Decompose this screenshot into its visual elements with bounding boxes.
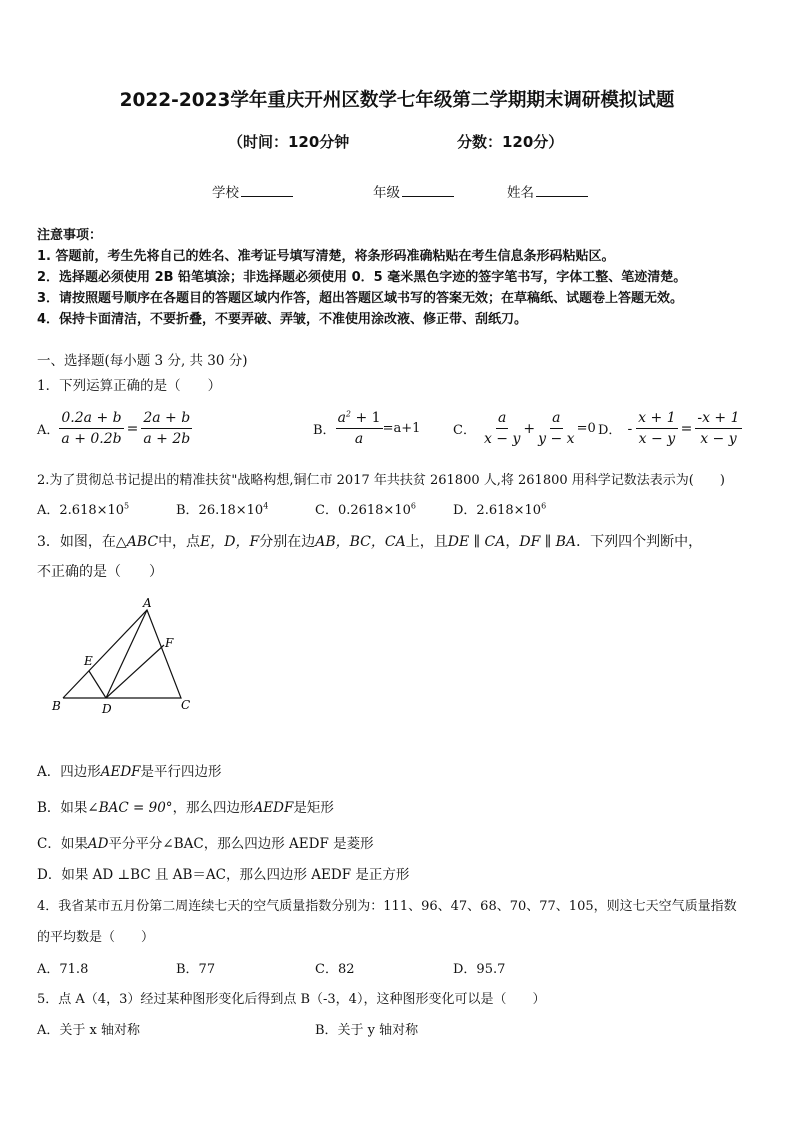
grade-field [373, 181, 454, 201]
school-field [212, 181, 293, 201]
q4-option-d: D．95.7 [453, 962, 506, 977]
q1-a-fraction-left: $\frac{0.2a + b}{a + 0.2b}$ [61, 410, 122, 448]
label-c: C [181, 698, 191, 712]
q1-option-a [37, 410, 192, 447]
q3-stem-line1: 3．如图，在△ABC中，点E，D，F分别在边AB，BC，CA上，且DE ∥ CA，DF ∥ BA．下列四个判断中， [37, 534, 703, 550]
q1-c-fraction-right: $\frac{a}{y - x}$ [538, 410, 575, 448]
notes-item-2: 2．选择题必须使用 2B 铅笔填涂；非选择题必须使用 0．5 毫米黑色字迹的签字笔书写，字体工整、笔迹清楚。 [37, 270, 687, 285]
q1-b-fraction: $\frac{a^2 + 1}{a}$ [337, 409, 381, 448]
q1-d-fraction-right: $\frac{-x + 1}{x - y}$ [697, 410, 740, 448]
name-field [507, 181, 588, 201]
school-label: 学校 [212, 185, 239, 201]
notes-item-4: 4．保持卡面清洁，不要折叠，不要弄破、弄皱，不准使用涂改液、修正带、刮纸刀。 [37, 312, 528, 327]
q1-d-minus: - [627, 420, 633, 437]
exam-title: 2022-2023学年重庆开州区数学七年级第二学期期末调研模拟试题 [119, 90, 675, 111]
q5-option-a: A．关于 x 轴对称 [37, 1023, 140, 1038]
name-label: 姓名 [507, 185, 534, 201]
grade-blank [402, 184, 454, 197]
q1-c-fraction-left: $\frac{a}{x - y}$ [483, 410, 521, 448]
triangle-abc [63, 610, 181, 698]
grade-label: 年级 [373, 185, 400, 201]
q3-triangle-figure [40, 595, 210, 720]
q2-option-c: C．$0.2618\times 10^6$ [315, 501, 416, 518]
q3-option-d: D．如果 AD ⊥BC 且 AB＝AC，那么四边形 AEDF 是正方形 [37, 867, 410, 883]
q1-c-plus: + [523, 420, 536, 437]
q4-option-c: C．82 [315, 962, 355, 977]
q3-option-c: C．如果AD平分平分∠BAC，那么四边形 AEDF 是菱形 [37, 836, 374, 852]
notes-item-3: 3．请按照题号顺序在各题目的答题区域内作答，超出答题区域书写的答案无效；在草稿纸、试题卷上答题无效。 [37, 291, 684, 306]
q4-stem-line1: 4．我省某市五月份第二周连续七天的空气质量指数分别为：111、96、47、68、70、77、105，则这七天空气质量指数 [37, 899, 737, 914]
q4-option-a: A．71.8 [37, 962, 89, 977]
q1-option-b [313, 410, 420, 447]
q1-option-c [453, 410, 596, 447]
q1-b-rhs: =a+1 [382, 421, 421, 437]
q5-stem: 5．点 A（4，3）经过某种图形变化后得到点 B（-3，4），这种图形变化可以是（ ） [37, 992, 546, 1007]
label-a: A [143, 596, 152, 610]
q1-option-d [598, 410, 742, 447]
q2-option-a: A．$2.618\times 10^5$ [37, 501, 130, 518]
notes-heading: 注意事项： [37, 228, 103, 243]
q1-d-label: D． [598, 423, 622, 439]
label-d: D [102, 702, 112, 716]
q1-d-fraction-left: $\frac{x + 1}{x - y}$ [638, 410, 676, 448]
q5-option-b: B．关于 y 轴对称 [315, 1023, 419, 1038]
q1-stem: 1．下列运算正确的是（ ） [37, 378, 222, 394]
label-b: B [52, 699, 61, 713]
q3-option-b: B．如果∠BAC = 90°，那么四边形AEDF是矩形 [37, 800, 334, 816]
q1-c-rhs: =0 [576, 421, 596, 437]
q4-stem-line2: 的平均数是（ ） [37, 930, 155, 945]
exam-time: （时间：120分钟 [228, 133, 350, 151]
q1-b-label: B． [313, 423, 336, 439]
q2-option-d: D．$2.618\times 10^6$ [453, 501, 547, 518]
school-blank [241, 184, 293, 197]
exam-score: 分数：120分） [457, 133, 564, 151]
q1-a-equals: = [126, 420, 139, 437]
q1-c-label: C． [453, 423, 476, 439]
name-blank [536, 184, 588, 197]
label-f: F [165, 636, 174, 650]
q2-stem: 2.为了贯彻总书记提出的精准扶贫"战略构想,铜仁市 2017 年共扶贫 261800 人,将 261800 用科学记数法表示为( ) [37, 473, 725, 488]
q1-a-label: A． [37, 423, 60, 439]
q3-option-a: A．四边形AEDF是平行四边形 [37, 764, 222, 780]
segment-ad [106, 610, 147, 698]
q2-option-b: B．$26.18\times 10^4$ [176, 501, 269, 518]
q1-a-fraction-right: $\frac{2a + b}{a + 2b}$ [143, 410, 191, 448]
q1-d-equals: = [680, 420, 693, 437]
q3-stem-line2: 不正确的是（ ） [37, 564, 163, 580]
section-heading: 一、选择题(每小题 3 分, 共 30 分) [37, 353, 248, 369]
label-e: E [84, 654, 93, 668]
segment-df [106, 645, 164, 698]
segment-ed [89, 671, 106, 698]
notes-item-1: 1. 答题前，考生先将自己的姓名、准考证号填写清楚，将条形码准确粘贴在考生信息条形码粘贴区。 [37, 249, 615, 264]
q4-option-b: B．77 [176, 962, 216, 977]
